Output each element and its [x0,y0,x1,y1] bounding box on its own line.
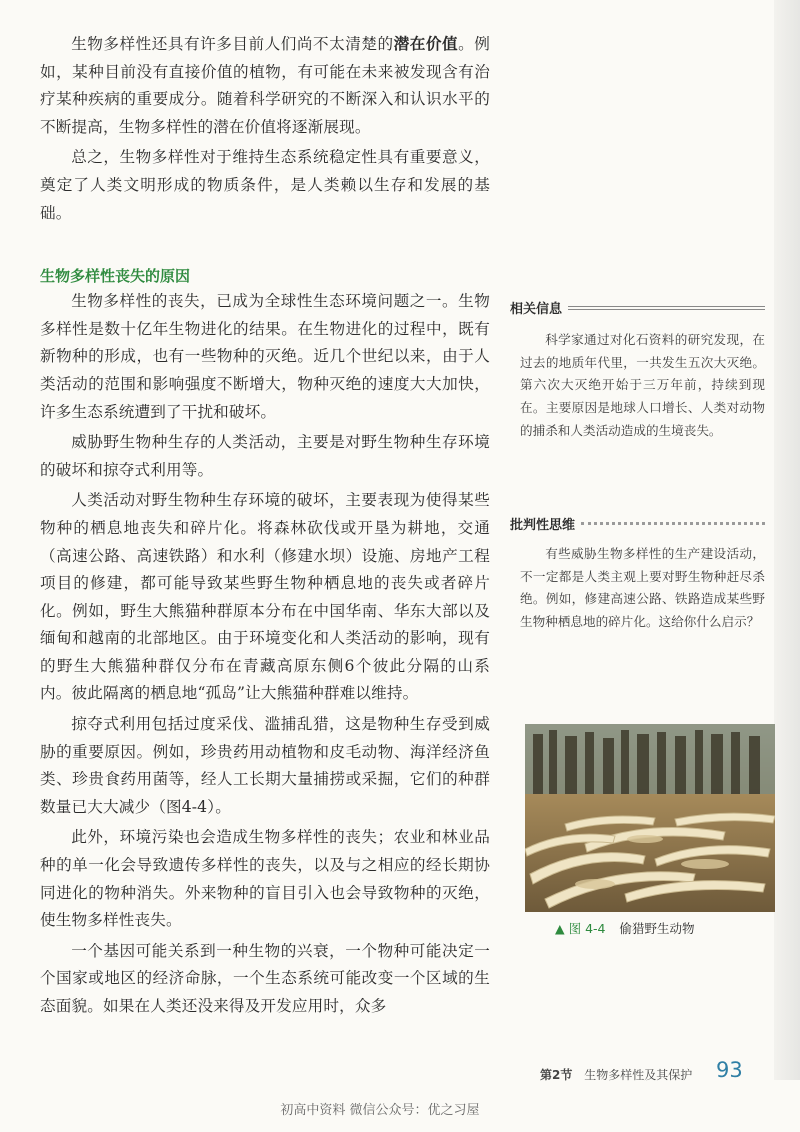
page-number: 93 [716,1058,743,1082]
footer-section-title: 生物多样性及其保护 [584,1068,693,1082]
bold-term-potential-value: 潜在价值 [393,34,459,53]
paragraph-loss-intro: 生物多样性的丧失，已成为全球性生态环境问题之一。生物多样性是数十亿年生物进化的结果。在生物进化的过程中，既有新物种的形成，也有一些物种的灭绝。近几个世纪以来，由于人类活动的范围和影响强度不断增大，物种灭绝的速度大大加快，许多生态系统遭到了干扰和破坏。 [40,292,490,421]
related-info-heading: 相关信息 [510,298,765,317]
paragraph-habitat-destruction: 人类活动对野生物种生存环境的破坏，主要表现为使得某些物种的栖息地丧失和碎片化。将森林砍伐或开垦为耕地，交通（高速公路、高速铁路）和水利（修建水坝）设施、房地产工程项目的修建，都可能导致某些野生物种栖息地的丧失或者碎片化。例如，野生大熊猫种群原本分布在中国华南、华东大部以及缅甸和越南的北部地区。由于环境变化和人类活动的影响，现有的野生大熊猫种群仅分布在青藏高原东侧6个彼此分隔的山系内。彼此隔离的栖息地“孤岛”让大熊猫种群难以维持。 [40,491,490,703]
paragraph-potential-value: 生物多样性还具有许多目前人们尚不太清楚的潜在价值。例如，某种目前没有直接价值的植物，有可能在未来被发现含有治疗某种疾病的重要成分。随着科学研究的不断深入和认识水平的不断提高，生物多样性的潜在价值将逐渐展现。 [40,34,490,136]
footer-section-label [540,1066,692,1083]
paragraph-overexploitation: 掠夺式利用包括过度采伐、滥捕乱猎，这是物种生存受到威胁的重要原因。例如，珍贵药用动植物和皮毛动物、海洋经济鱼类、珍贵食药用菌等，经人工长期大量捕捞或采掘，它们的种群数量已大大减少（图4-4）。 [40,715,490,816]
paragraph-summary: 总之，生物多样性对于维持生态系统稳定性具有重要意义，奠定了人类文明形成的物质条件，是人类赖以生存和发展的基础。 [40,148,490,222]
sidebar-related-info [510,298,765,443]
footer-section-number: 第2节 [540,1068,573,1082]
related-info-text: 科学家通过对化石资料的研究发现，在过去的地质年代里，一共发生五次大灭绝。第六次大灭绝开始于三万年前，持续到现在。主要原因是地球人口增长、人类对动物的捕杀和人类活动造成的生境丧失。 [520,332,765,438]
figure-caption [555,919,695,937]
figure-poaching-photo [525,724,775,912]
sidebar-critical-thinking [510,514,765,634]
figure-caption-text: 偷猎野生动物 [619,921,695,936]
watermark-text: 初高中资料 微信公众号：优之习屋 [280,1103,480,1118]
page-edge-shadow [774,0,800,1080]
triangle-marker-icon: ▲ [555,921,565,936]
main-column [40,30,490,1021]
critical-thinking-text: 有些威胁生物多样性的生产建设活动，不一定都是人类主观上要对野生物种赶尽杀绝。例如，修建高速公路、铁路造成某些野生物种栖息地的碎片化。这给你什么启示？ [520,546,765,630]
heading-dotted-rule [581,522,765,525]
paragraph-gene-importance: 一个基因可能关系到一种生物的兴衰，一个物种可能决定一个国家或地区的经济命脉，一个生态系统可能改变一个区域的生态面貌。如果在人类还没来得及开发应用时，众多 [40,941,490,1015]
paragraph-human-threats: 威胁野生物种生存的人类活动，主要是对野生物种生存环境的破坏和掠夺式利用等。 [40,433,490,479]
critical-thinking-heading: 批判性思维 [510,514,765,533]
paragraph-other-causes: 此外，环境污染也会造成生物多样性的丧失；农业和林业品种的单一化会导致遗传多样性的丧失，以及与之相应的经长期协同进化的物种消失。外来物种的盲目引入也会导致物种的灭绝，使生物多样性丧失。 [40,828,490,930]
poached-ivory-image [525,724,775,912]
figure-number: 图 4-4 [568,921,606,936]
section-title: 生物多样性丧失的原因 [40,267,191,286]
heading-rule [568,306,765,310]
